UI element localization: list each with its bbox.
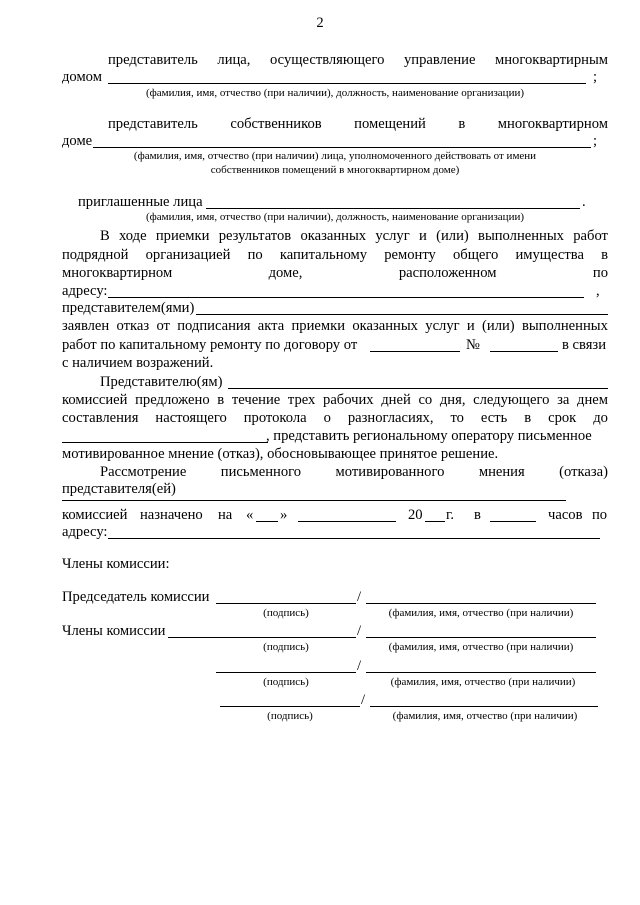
owners-name-field[interactable] bbox=[93, 147, 591, 148]
invited-hint: (фамилия, имя, отчество (при наличии), должность, наименование организации) bbox=[145, 211, 525, 223]
para2-line-5: мотивированное мнение (отказ), обосновывающее принятое решение. bbox=[62, 446, 499, 462]
member1-name-field[interactable] bbox=[366, 637, 596, 638]
deadline-field[interactable] bbox=[62, 442, 268, 443]
chair-signature-field[interactable] bbox=[216, 603, 356, 604]
chair-label: Председатель комиссии bbox=[62, 589, 210, 605]
chair-name-hint: (фамилия, имя, отчество (при наличии) bbox=[388, 607, 574, 619]
year-suffix: г. bbox=[446, 507, 454, 523]
year-field[interactable] bbox=[425, 521, 445, 522]
day-field[interactable] bbox=[256, 521, 278, 522]
member1-signature-field[interactable] bbox=[168, 637, 356, 638]
contract-text: работ по капитальному ремонту по договору от bbox=[62, 337, 358, 353]
address-label: адресу: bbox=[62, 283, 108, 299]
member1-separator: / bbox=[357, 623, 362, 639]
members-label: Члены комиссии bbox=[62, 623, 166, 639]
contract-number-sign: № bbox=[466, 337, 480, 353]
invited-label: приглашенные лица bbox=[78, 194, 203, 210]
para1-line-8: с наличием возражений. bbox=[62, 355, 214, 371]
member2-name-field[interactable] bbox=[366, 672, 596, 673]
contract-text-end: в связи bbox=[562, 337, 607, 353]
para2-line-3: составления настоящего протокола о разногласиях, то есть в срок до bbox=[62, 410, 608, 426]
commission-heading: Члены комиссии: bbox=[62, 556, 170, 572]
management-name-field[interactable] bbox=[108, 83, 586, 84]
member3-name-field[interactable] bbox=[370, 706, 598, 707]
chair-separator: / bbox=[357, 589, 362, 605]
member2-signature-field[interactable] bbox=[216, 672, 356, 673]
member3-name-hint: (фамилия, имя, отчество (при наличии) bbox=[392, 710, 578, 722]
owners-line-1: представитель собственников помещений в многоквартирном bbox=[108, 116, 608, 132]
management-line-1: представитель лица, осуществляющего управление многоквартирным bbox=[108, 52, 608, 68]
para1-line-3: многоквартирном доме, расположенном по bbox=[62, 265, 608, 281]
page-number: 2 bbox=[316, 15, 324, 31]
address-field[interactable] bbox=[108, 297, 584, 298]
para1-line-1: В ходе приемки результатов оказанных услуг и (или) выполненных работ bbox=[100, 228, 608, 244]
quote-open: « bbox=[246, 507, 254, 523]
member2-separator: / bbox=[357, 658, 362, 674]
member3-separator: / bbox=[361, 692, 366, 708]
invited-name-field[interactable] bbox=[206, 208, 580, 209]
at-label: в bbox=[474, 507, 481, 523]
meeting-address-label: адресу: bbox=[62, 524, 108, 540]
hour-field[interactable] bbox=[490, 521, 536, 522]
member1-signature-hint: (подпись) bbox=[263, 641, 309, 653]
contract-number-field[interactable] bbox=[490, 351, 558, 352]
member2-name-hint: (фамилия, имя, отчество (при наличии) bbox=[390, 676, 576, 688]
member2-signature-hint: (подпись) bbox=[263, 676, 309, 688]
management-end: ; bbox=[593, 69, 598, 85]
para1-line-6: заявлен отказ от подписания акта приемки оказанных услуг и (или) выполненных bbox=[62, 318, 608, 334]
scheduled-label-3: на bbox=[218, 507, 233, 523]
para2-label: Представителю(ям) bbox=[100, 374, 223, 390]
para3-line-1: Рассмотрение письменного мотивированного мнения (отказа) bbox=[100, 464, 608, 480]
month-field[interactable] bbox=[298, 521, 396, 522]
member3-signature-hint: (подпись) bbox=[267, 710, 313, 722]
owners-end: ; bbox=[593, 133, 598, 149]
chair-signature-hint: (подпись) bbox=[263, 607, 309, 619]
para2-recipient-field[interactable] bbox=[228, 388, 608, 389]
hours-label: часов bbox=[548, 507, 583, 523]
representatives-field[interactable] bbox=[196, 314, 608, 315]
para2-line-4: , представить региональному оператору письменное bbox=[266, 428, 592, 444]
para2-line-2: комиссией предложено в течение трех рабочих дней со дня, следующего за днем bbox=[62, 392, 608, 408]
contract-date-field[interactable] bbox=[370, 351, 460, 352]
scheduled-label-1: комиссией bbox=[62, 507, 128, 523]
para3-representatives-field[interactable] bbox=[62, 500, 566, 501]
quote-close: » bbox=[280, 507, 288, 523]
by-label: по bbox=[592, 507, 608, 523]
management-hint: (фамилия, имя, отчество (при наличии), должность, наименование организации) bbox=[145, 87, 525, 99]
member3-signature-field[interactable] bbox=[220, 706, 360, 707]
para1-line-2: подрядной организацией по капитальному ремонту общего имущества в bbox=[62, 247, 608, 263]
owners-hint-2: собственников помещений в многоквартирном доме) bbox=[210, 164, 460, 176]
member1-name-hint: (фамилия, имя, отчество (при наличии) bbox=[388, 641, 574, 653]
meeting-address-field[interactable] bbox=[108, 538, 600, 539]
invited-end: . bbox=[582, 194, 586, 210]
representatives-label: представителем(ями) bbox=[62, 300, 195, 316]
owners-hint-1: (фамилия, имя, отчество (при наличии) лица, уполномоченного действовать от имени bbox=[133, 150, 537, 162]
para3-line-2: представителя(ей) bbox=[62, 481, 176, 497]
scheduled-label-2: назначено bbox=[140, 507, 203, 523]
management-label: домом bbox=[62, 69, 102, 85]
chair-name-field[interactable] bbox=[366, 603, 596, 604]
year-prefix: 20 bbox=[408, 507, 423, 523]
address-end: , bbox=[596, 283, 600, 299]
owners-label: доме bbox=[62, 133, 93, 149]
